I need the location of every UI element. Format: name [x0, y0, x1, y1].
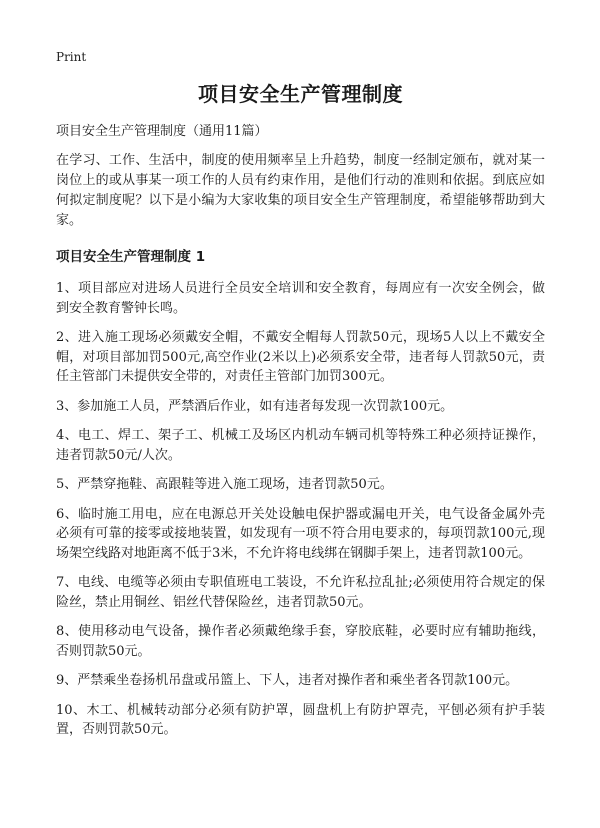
rule-item: 7、电线、电缆等必须由专职值班电工装设，不允许私拉乱扯;必须使用符合规定的保险丝，禁止用铜丝、铝丝代替保险丝，违者罚款50元。 [56, 575, 545, 610]
rule-item: 9、严禁乘坐卷扬机吊盘或吊篮上、下人，违者对操作者和乘坐者各罚款100元。 [56, 673, 519, 688]
rule-item: 4、电工、焊工、架子工、机械工及场区内机动车辆司机等特殊工种必须持证操作，违者罚款50元/人次。 [56, 428, 545, 463]
rule-item: 8、使用移动电气设备，操作者必须戴绝缘手套，穿胶底鞋，必要时应有辅助拖线，否则罚款50元。 [56, 624, 545, 659]
rule-item: 6、临时施工用电，应在电源总开关处设触电保护器或漏电开关，电气设备金属外壳必须有可靠的接零或接地装置，如发现有一项不符合用电要求的，每项罚款100元,现场架空线路对地距离不低于3米，不允许将电线绑在钢脚手架上，违者罚款100元。 [56, 506, 545, 561]
rules-list [56, 279, 545, 740]
print-link[interactable]: Print [56, 50, 87, 64]
page-title: 项目安全生产管理制度 [198, 82, 403, 106]
section-heading: 项目安全生产管理制度 1 [56, 249, 206, 265]
rule-item: 1、项目部应对进场人员进行全员安全培训和安全教育，每周应有一次安全例会，做到安全教育警钟长鸣。 [56, 281, 545, 316]
rule-item: 5、严禁穿拖鞋、高跟鞋等进入施工现场，违者罚款50元。 [56, 477, 393, 492]
rule-item: 10、木工、机械转动部分必须有防护罩，圆盘机上有防护罩壳，平刨必须有护手装置，否则罚款50元。 [56, 702, 545, 737]
document-subtitle: 项目安全生产管理制度（通用11篇） [56, 124, 268, 139]
rule-item: 2、进入施工现场必须戴安全帽，不戴安全帽每人罚款50元，现场5人以上不戴安全帽，对项目部加罚500元,高空作业(2米以上)必须系安全带，违者每人罚款50元，责任主管部门未提供安全带的，对责任主管部门加罚300元。 [56, 330, 545, 384]
rule-item: 3、参加施工人员，严禁酒后作业，如有违者每发现一次罚款100元。 [56, 398, 454, 414]
intro-paragraph: 在学习、工作、生活中，制度的使用频率呈上升趋势，制度一经制定颁布，就对某一岗位上的或从事某一项工作的人员有约束作用，是他们行动的准则和依据。到底应如何拟定制度呢？以下是小编为大家收集的项目安全生产管理制度，希望能够帮助到大家。 [56, 153, 545, 228]
